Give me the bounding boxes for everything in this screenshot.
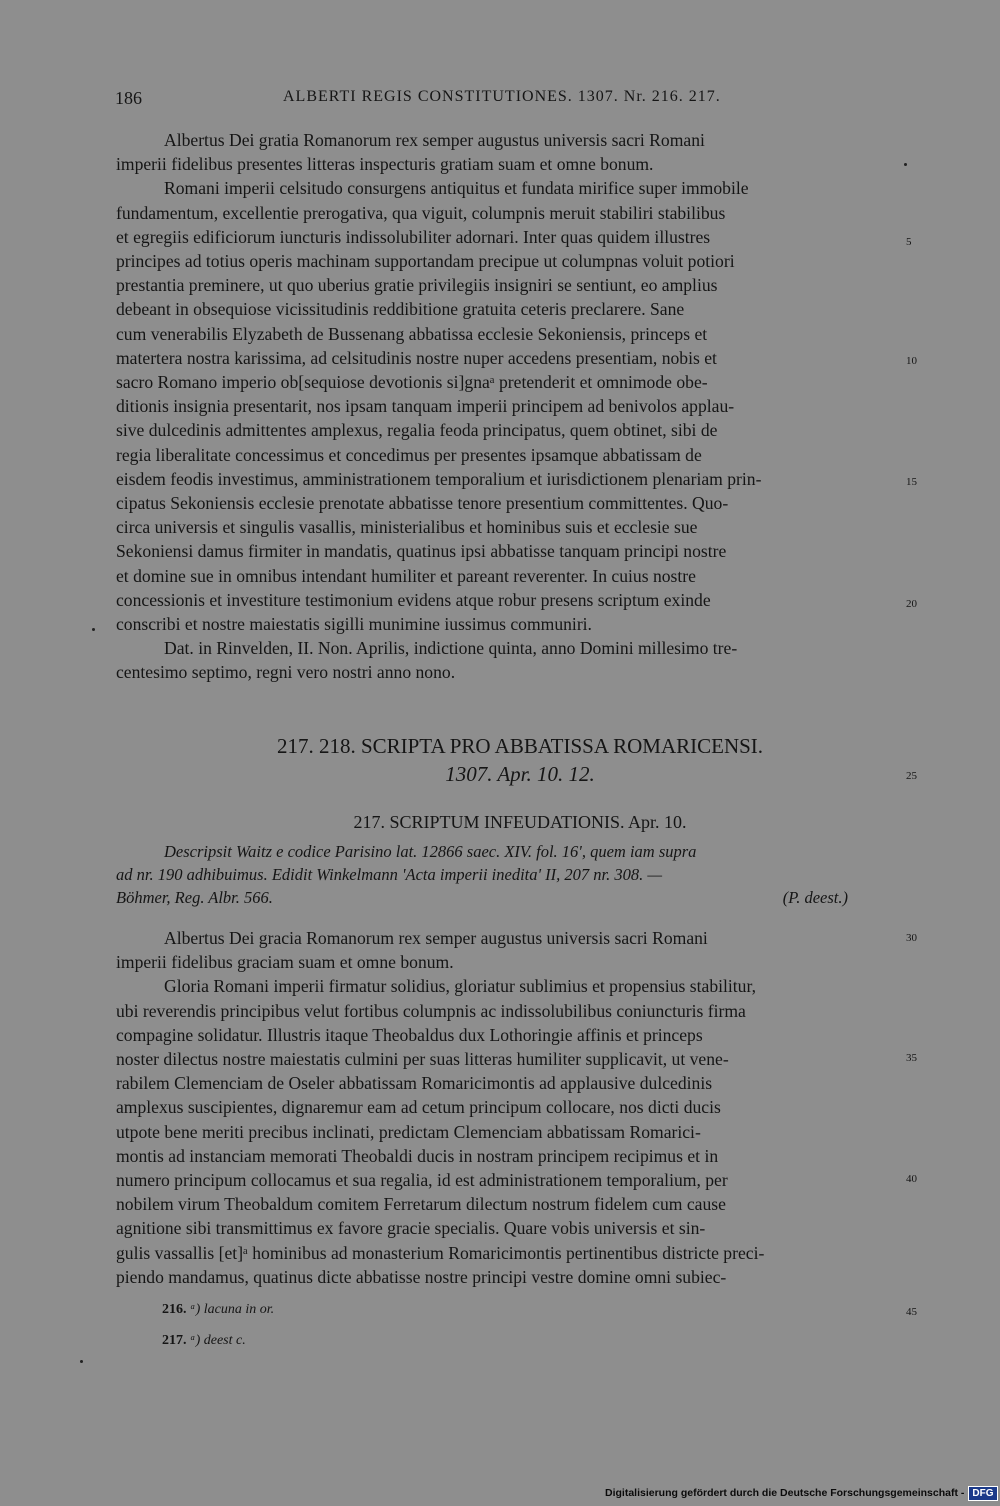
- doc217-text: [116, 926, 898, 1289]
- text-line: concessionis et investiture testimonium evidens atque robur presens scriptum exinde: [116, 589, 711, 610]
- text-line: ubi reverendis principibus velut fortibus columpnis ac indissolubilibus coniuncturis firma: [116, 1000, 746, 1021]
- text-line: ditionis insignia presentarit, nos ipsam tanquam imperii principem ad benivolos applau-: [116, 396, 735, 417]
- scan-speck: [92, 628, 95, 631]
- line-number: 15: [906, 476, 917, 488]
- text-line: debeant in obsequiose vicissitudinis reddibitione gratuita ceteris preclarere. Sane: [116, 299, 685, 320]
- line-number: 20: [906, 598, 917, 610]
- text-line: regia liberalitate concessimus et concedimus per presentes ipsamque abbatissam de: [116, 444, 702, 465]
- doc217-subtitle: 217. SCRIPTUM INFEUDATIONIS. Apr. 10.: [353, 812, 687, 832]
- source-status: (P. deest.): [782, 888, 848, 907]
- text-line: nobilem virum Theobaldum comitem Ferretarum dilectum nostrum fidelem cum cause: [116, 1194, 726, 1215]
- running-header: [115, 88, 915, 112]
- text-line: Gloria Romani imperii firmatur solidius, gloriatur sublimius et propensius stabilitur,: [164, 976, 757, 997]
- text-line: cum venerabilis Elyzabeth de Bussenang abbatissa ecclesie Sekoniensis, princeps et: [116, 323, 708, 344]
- text-line: montis ad instanciam memorati Theobaldi ducis in nostram principem recipimus et in: [116, 1145, 719, 1166]
- text-line: amplexus suscipientes, dignaremur eam ad cetum principum collocare, nos dicti ducis: [116, 1097, 721, 1118]
- scan-speck: [80, 1360, 83, 1363]
- line-number: 35: [906, 1052, 917, 1064]
- text-line: Dat. in Rinvelden, II. Non. Aprilis, indictione quinta, anno Domini millesimo tre-: [164, 638, 738, 659]
- text-line: conscribi et nostre maiestatis sigilli munimine iussimus communiri.: [116, 614, 592, 635]
- text-line: compagine solidatur. Illustris itaque Theobaldus dux Lothoringie affinis et princeps: [116, 1024, 703, 1045]
- footnote-text: ᵃ) deest c.: [190, 1333, 246, 1348]
- text-line: et domine sue in omnibus intendant humiliter et pareant reverenter. In cuius nostre: [116, 565, 696, 586]
- text-line: agnitione sibi transmittimus ex favore gracie specialis. Quare vobis universis et sin-: [116, 1218, 706, 1239]
- text-line: prestantia preminere, ut quo uberius gratie privilegiis insigniri se sentiunt, eo amplius: [116, 275, 718, 296]
- footnote-216: [162, 1302, 274, 1318]
- section-title: 217. 218. SCRIPTA PRO ABBATISSA ROMARICENSI.: [276, 734, 764, 758]
- text-line: circa universis et singulis vasallis, ministerialibus et hominibus suis et ecclesie sue: [116, 517, 698, 538]
- text-line: Romani imperii celsitudo consurgens antiquitus et fundata mirifice super immobile: [164, 178, 749, 199]
- line-number: 5: [906, 236, 912, 248]
- source-line: ad nr. 190 adhibuimus. Edidit Winkelmann 'Acta imperii inedita' II, 207 nr. 308. —: [116, 865, 663, 884]
- text-line: imperii fidelibus graciam suam et omne bonum.: [116, 952, 454, 973]
- source-line: Böhmer, Reg. Albr. 566.: [116, 888, 273, 907]
- text-line: gulis vassallis [et]ᵃ hominibus ad monasterium Romaricimontis pertinentibus districte preci-: [116, 1242, 765, 1263]
- text-line: centesimo septimo, regni vero nostri anno nono.: [116, 662, 456, 683]
- footnote-number: 217.: [162, 1333, 187, 1348]
- text-line: numero principum collocamus et sua regalia, id est administrationem temporalium, per: [116, 1170, 728, 1191]
- text-line: sive dulcedinis admittentes amplexus, regalia feoda principatus, quem obtinet, sibi de: [116, 420, 718, 441]
- text-line: imperii fidelibus presentes litteras inspecturis gratiam suam et omne bonum.: [116, 154, 654, 175]
- text-line: rabilem Clemenciam de Oseler abbatissam Romaricimontis ad applausive dulcedinis: [116, 1073, 713, 1094]
- dfg-logo-icon: DFG: [968, 1486, 997, 1501]
- text-line: utpote bene meriti precibus inclinati, predictam Clemenciam abbatissam Romarici-: [116, 1121, 701, 1142]
- text-line: Sekoniensi damus firmiter in mandatis, quatinus ipsi abbatisse tanquam principi nostre: [116, 541, 727, 562]
- text-line: noster dilectus nostre maiestatis culmini per suas litteras humiliter supplicavit, ut vene-: [116, 1049, 729, 1070]
- line-number: 30: [906, 932, 917, 944]
- scan-speck: [904, 163, 907, 166]
- text-line: matertera nostra karissima, ad celsitudinis nostre nuper accedens presentiam, nobis et: [116, 347, 717, 368]
- line-number: 45: [906, 1306, 917, 1318]
- text-line: cipatus Sekoniensis ecclesie prenotate abbatisse tenore presentium committentes. Quo-: [116, 493, 729, 514]
- line-number: 40: [906, 1173, 917, 1185]
- text-line: fundamentum, excellentie prerogativa, qua viguit, columpnis meruit stabiliri stabilibus: [116, 202, 726, 223]
- doc217-source-note: [116, 840, 898, 909]
- text-line: Albertus Dei gratia Romanorum rex semper augustus universis sacri Romani: [164, 130, 705, 150]
- text-line: eisdem feodis investimus, amministrationem temporalium et iurisdictionem plenariam prin-: [116, 468, 762, 489]
- text-line: et egregiis edificiorum iuncturis indissolubiliter adornari. Inter quas quidem illustres: [116, 226, 711, 247]
- text-line: piendo mandamus, quatinus dicte abbatisse nostre principi vestre domine omni subiec-: [116, 1266, 727, 1287]
- footnote-text: ᵃ) lacuna in or.: [190, 1302, 275, 1317]
- section-date: 1307. Apr. 10. 12.: [445, 762, 595, 786]
- doc216-text: [116, 128, 898, 685]
- source-line: Descripsit Waitz e codice Parisino lat. 12866 saec. XIV. fol. 16', quem iam supra: [164, 842, 697, 861]
- dfg-funding-text: Digitalisierung gefördert durch die Deutsche Forschungsgemeinschaft -: [605, 1487, 965, 1499]
- source-line-final: [116, 886, 898, 909]
- text-line: Albertus Dei gracia Romanorum rex semper augustus universis sacri Romani: [164, 928, 708, 948]
- line-number: 25: [906, 770, 917, 782]
- text-line: sacro Romano imperio ob[sequiose devotionis si]gnaᵃ pretenderit et omnimode obe-: [116, 372, 708, 393]
- page-number: 186: [115, 88, 142, 108]
- running-title: ALBERTI REGIS CONSTITUTIONES. 1307. Nr. 216. 217.: [283, 88, 721, 105]
- text-line: principes ad totius operis machinam supportandam precipue ut columpnas voluit potiori: [116, 251, 735, 272]
- line-number: 10: [906, 355, 917, 367]
- dfg-footer: [605, 1485, 998, 1501]
- footnote-number: 216.: [162, 1302, 187, 1317]
- footnote-217: [162, 1333, 246, 1349]
